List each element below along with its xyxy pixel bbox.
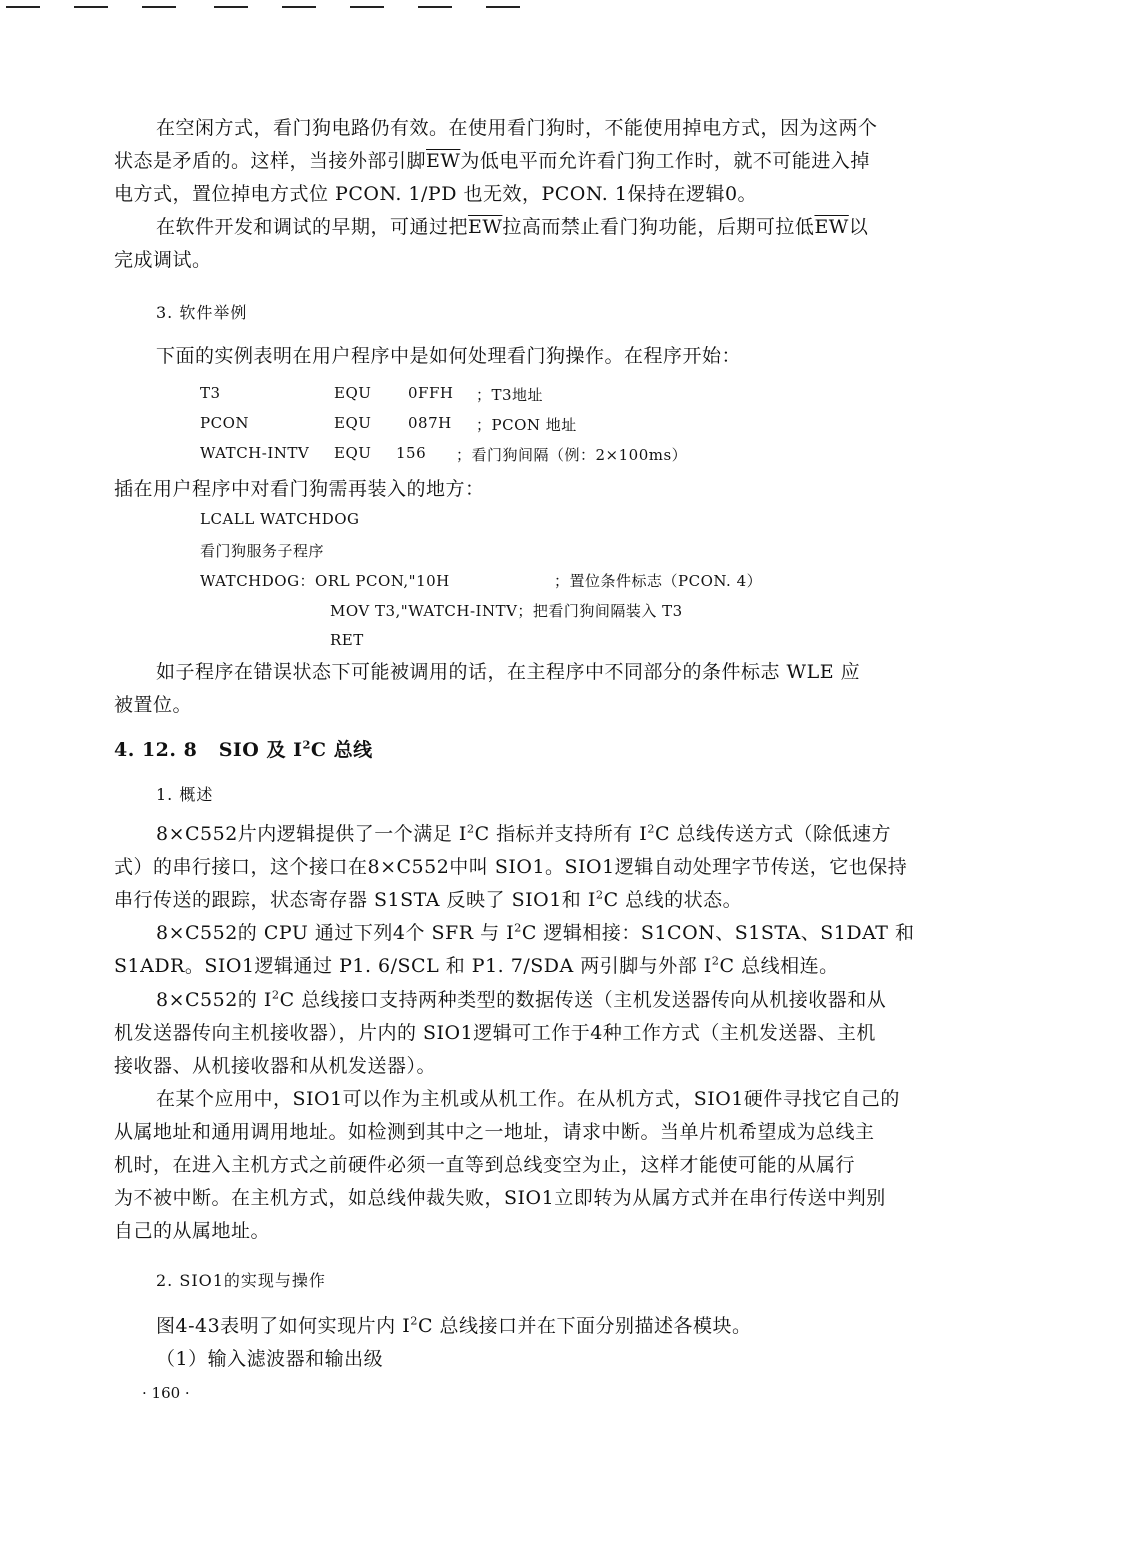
paragraph-line: 8×C552的 $I^2C$ 总线接口支持两种类型的数据传送（主机发送器传向从机接收器和从 bbox=[156, 987, 887, 1011]
subsection-title: 3. 软件举例 bbox=[156, 303, 248, 322]
paragraph-line: 机发送器传向主机接收器），片内的 SIO1逻辑可工作于4种工作方式（主机发送器、主机 bbox=[114, 1022, 876, 1044]
paragraph-line: 如子程序在错误状态下可能被调用的话，在主程序中不同部分的条件标志 WLE 应 bbox=[156, 661, 861, 683]
paragraph-line: 被置位。 bbox=[114, 694, 193, 716]
code-line: WATCHDOG：ORL PCON,"10H ；置位条件标志（PCON. 4） bbox=[200, 572, 763, 590]
subsection-title: 1. 概述 bbox=[156, 785, 214, 804]
paragraph-line: 接收器、从机接收器和从机发送器）。 bbox=[114, 1055, 437, 1077]
header-rule bbox=[282, 6, 316, 8]
paragraph-line: 电方式，置位掉电方式位 PCON. 1/PD 也无效，PCON. 1保持在逻辑0。 bbox=[114, 183, 758, 205]
header-rule bbox=[418, 6, 452, 8]
header-rule bbox=[6, 6, 40, 8]
paragraph-line: 完成调试。 bbox=[114, 249, 212, 271]
paragraph-line: 串行传送的跟踪，状态寄存器 S1STA 反映了 SIO1和 $I^2C$ 总线的状态。 bbox=[114, 887, 743, 911]
subsection-title: 2. SIO1的实现与操作 bbox=[156, 1271, 326, 1290]
code-line: 看门狗服务子程序 bbox=[200, 542, 325, 560]
paragraph-line: 机时，在进入主机方式之前硬件必须一直等到总线变空为止，这样才能使可能的从属行 bbox=[114, 1154, 856, 1176]
paragraph-line: 在空闲方式，看门狗电路仍有效。在使用看门狗时，不能使用掉电方式，因为这两个 bbox=[156, 117, 878, 139]
paragraph-line: 在软件开发和调试的早期，可通过把$\overline{EW}$拉高而禁止看门狗功能，后期可拉低$\overline{EW}$以 bbox=[156, 216, 869, 238]
paragraph-line: 8×C552的 CPU 通过下列4个 SFR 与 $I^2C$ 逻辑相接：S1CON、S1STA、S1DAT 和 bbox=[156, 920, 915, 944]
ew-signal: $\overline{EW}$ bbox=[426, 150, 461, 172]
code-line: RET bbox=[330, 631, 364, 649]
page-number: · 160 · bbox=[142, 1384, 190, 1402]
header-rule bbox=[74, 6, 108, 8]
paragraph-line: 从属地址和通用调用地址。如检测到其中之一地址，请求中断。当单片机希望成为总线主 bbox=[114, 1121, 875, 1143]
paragraph-line: 状态是矛盾的。这样，当接外部引脚$\overline{EW}$为低电平而允许看门狗工作时，就不可能进入掉 bbox=[114, 150, 870, 172]
header-rule bbox=[142, 6, 176, 8]
paragraph-line: （1）输入滤波器和输出级 bbox=[156, 1348, 384, 1370]
paragraph-line: 在某个应用中，SIO1可以作为主机或从机工作。在从机方式，SIO1硬件寻找它自己的 bbox=[156, 1088, 900, 1110]
paragraph-line: 图4-43表明了如何实现片内 $I^2C$ 总线接口并在下面分别描述各模块。 bbox=[156, 1313, 752, 1337]
paragraph-line: 为不被中断。在主机方式，如总线仲裁失败，SIO1立即转为从属方式并在串行传送中判别 bbox=[114, 1187, 886, 1209]
paragraph-line: 8×C552片内逻辑提供了一个满足 $I^2C$ 指标并支持所有 $I^2C$ 总线传送方式（除低速方 bbox=[156, 821, 892, 845]
paragraph-line: 自己的从属地址。 bbox=[114, 1220, 271, 1242]
code-line: MOV T3,"WATCH-INTV；把看门狗间隔装入 T3 bbox=[330, 602, 683, 620]
paragraph-line: 插在用户程序中对看门狗需再装入的地方： bbox=[114, 478, 485, 500]
paragraph-line: 下面的实例表明在用户程序中是如何处理看门狗操作。在程序开始： bbox=[156, 345, 742, 367]
code-line: LCALL WATCHDOG bbox=[200, 510, 360, 528]
ew-signal: $\overline{EW}$ bbox=[814, 216, 849, 238]
section-heading: 4. 12. 8 SIO 及 $I^2C$ 总线 bbox=[114, 737, 373, 761]
header-rule bbox=[214, 6, 248, 8]
header-rule bbox=[486, 6, 520, 8]
paragraph-line: S1ADR。SIO1逻辑通过 P1. 6/SCL 和 P1. 7/SDA 两引脚与外部 $I^2C$ 总线相连。 bbox=[114, 953, 839, 977]
header-rule bbox=[350, 6, 384, 8]
paragraph-line: 式）的串行接口，这个接口在8×C552中叫 SIO1。SIO1逻辑自动处理字节传送，它也保持 bbox=[114, 856, 908, 878]
ew-signal: $\overline{EW}$ bbox=[468, 216, 503, 238]
